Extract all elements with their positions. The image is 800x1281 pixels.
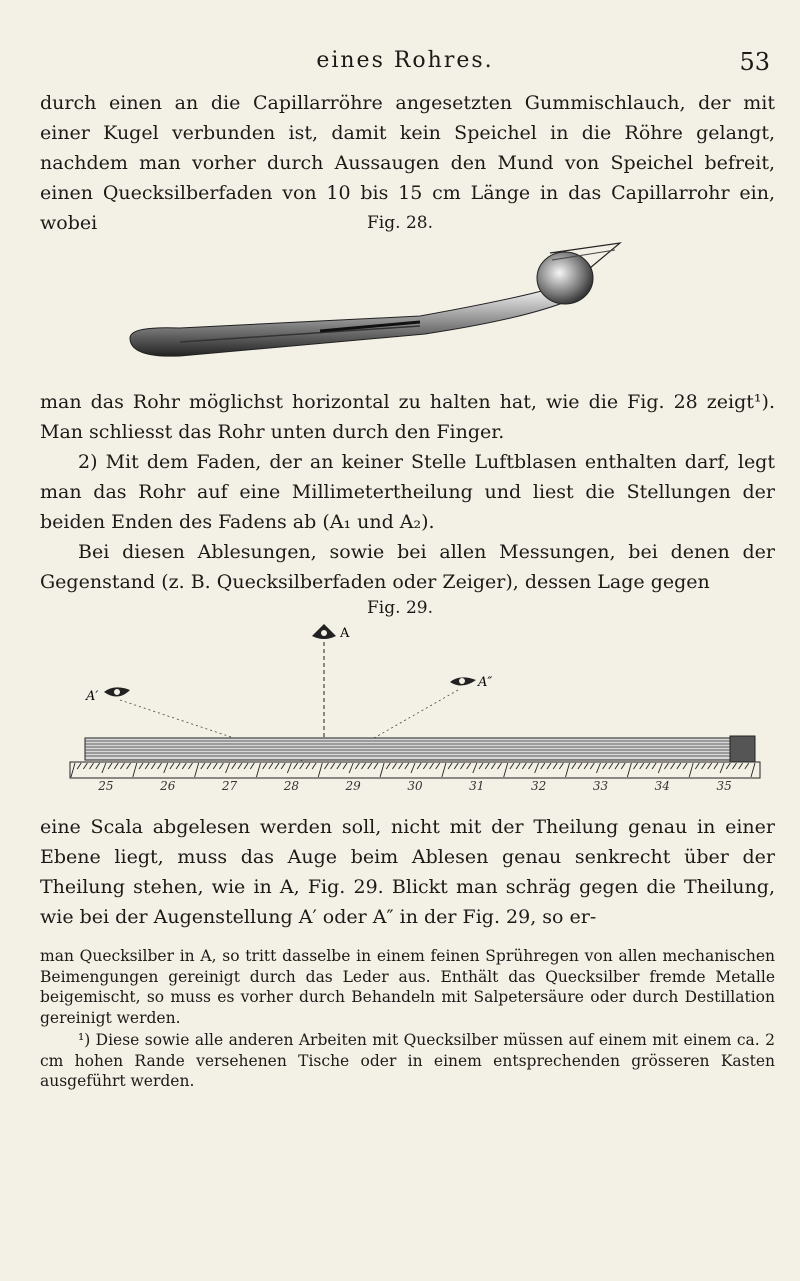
paragraph-5: eine Scala abgelesen werden soll, nicht mit der Theilung genau in einer Ebene liegt, muss das Auge beim Ablesen genau senkrecht über der Theilung stehen, wie in A, Fig. 29. Blickt man schräg gegen die Theilung, wie bei der Augenstellung A′ oder A″ in der Fig. 29, so er- — [40, 816, 775, 928]
fig29-scale-reading-diagram — [30, 620, 770, 795]
scale-label: 35 — [716, 779, 732, 793]
scale-label: 26 — [160, 779, 176, 793]
eye-a-prime-icon — [104, 687, 130, 696]
paragraph-4: Bei diesen Ablesungen, sowie bei allen Messungen, bei denen der Gegenstand (z. B. Quecksilberfaden oder Zeiger), dessen Lage gegen — [40, 541, 775, 593]
scale-label: 33 — [592, 779, 609, 793]
fig29-label-a: A — [340, 626, 350, 641]
fig29-caption: Fig. 29. — [367, 598, 433, 618]
paragraph-3: 2) Mit dem Faden, der an keiner Stelle Luftblasen enthalten darf, legt man das Rohr auf eine Millimetertheilung und liest die Stellungen der beiden Enden des Fadens ab (A₁ und A₂). — [40, 451, 775, 533]
fig29-label-a-prime: A′ — [86, 689, 99, 704]
page-header — [40, 48, 770, 78]
scale-label: 32 — [530, 779, 547, 793]
fig28-caption: Fig. 28. — [367, 213, 433, 233]
scale-label: 28 — [283, 779, 300, 793]
fig29-label-a-double-prime: A″ — [478, 675, 493, 690]
page-number: 53 — [739, 48, 770, 76]
footnote-continued: man Quecksilber in A, so tritt dasselbe in einem feinen Sprühregen von allen mechanischen Beimengungen gereinigt durch das Leder aus. Enthält das Quecksilber fremde Metalle beigemischt, so muss es vorher durch Behandeln mit Salpetersäure oder durch Destillation gereinigt werden. — [40, 947, 775, 1027]
footnote-1: ¹) Diese sowie alle anderen Arbeiten mit Quecksilber müssen auf einem mit einem ca. 2 cm hohen Rande versehenen Tische oder in einem entsprechenden grösseren Kasten ausgeführt werden. — [40, 1031, 775, 1090]
scale-label: 34 — [654, 779, 670, 793]
eye-a-icon — [312, 624, 336, 639]
fig28-capillary-tube-illustration — [120, 238, 640, 378]
scale-label: 29 — [345, 779, 361, 793]
paragraph-1: durch einen an die Capillarröhre angesetzten Gummischlauch, der mit einer Kugel verbunden ist, damit kein Speichel in die Röhre gelangt, nachdem man vorher durch Aussaugen den Mund von Speichel befreit, einen Quecksilberfaden von 10 bis 15 cm Länge in das Capillarrohr ein, wobei — [40, 92, 775, 234]
scale-label: 30 — [407, 779, 423, 793]
scale-label: 27 — [221, 779, 238, 793]
running-head: eines Rohres. — [316, 48, 494, 73]
scale-label: 25 — [98, 779, 114, 793]
scale-label: 31 — [469, 779, 485, 793]
eye-a-double-prime-icon — [450, 677, 476, 685]
paragraph-2: man das Rohr möglichst horizontal zu halten hat, wie die Fig. 28 zeigt¹). Man schliesst das Rohr unten durch den Finger. — [40, 391, 775, 443]
